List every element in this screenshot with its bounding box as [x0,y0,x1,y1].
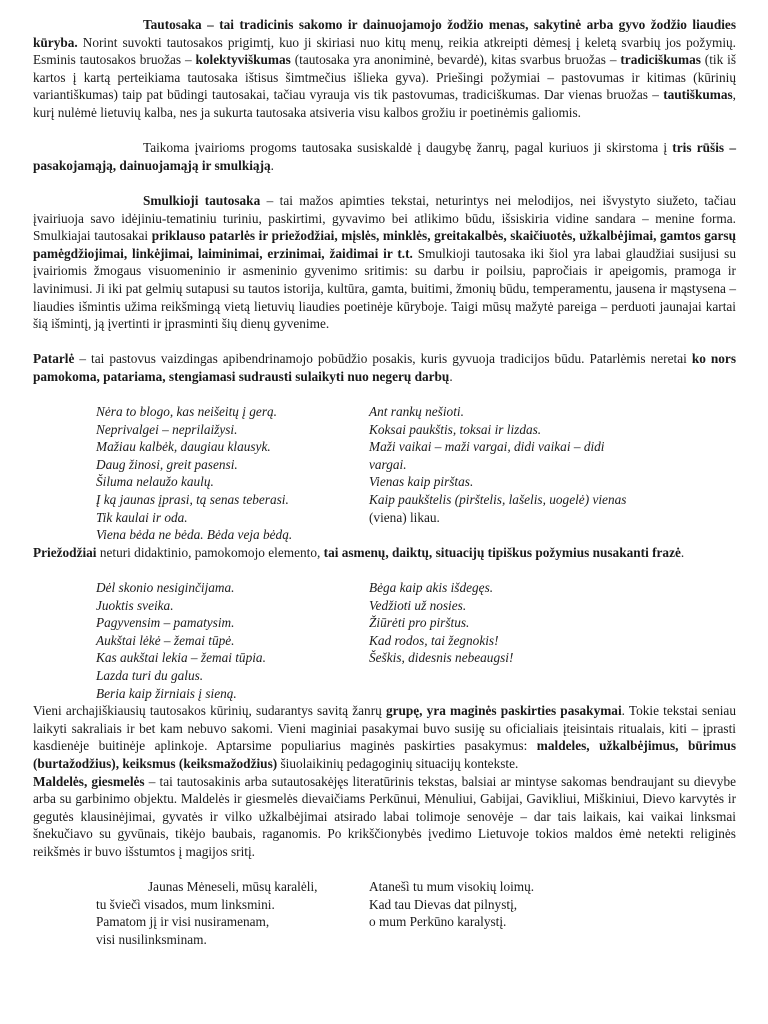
term-bold: priklauso patarlės ir priežodžiai, mįslės, minklės, greitakalbės, skaičiuotės, užkalbėjimai, gamtos garsų pamėgdžiojimai, linkėjimai, laiminimai, erzinimai, žaidimai ir t.t. [33,228,736,261]
proverb-item: Mažiau kalbėk, daugiau klausyk. [96,439,271,455]
prayer-paragraph [33,773,736,861]
text-run: . [270,157,274,173]
proverb-item: Daug žinosi, greit pasensi. [96,456,238,472]
term-bold: grupę, yra maginės paskirties pasakymai [385,703,622,719]
text-run: Vieni archajiškiausių tautosakos kūrinių, sudarantys savitą žanrų [33,703,386,719]
proverb-item: Vienas kaip pirštas. [369,474,474,490]
proverb-list-right [369,403,639,544]
saying-item: Lazda turi du galus. [96,667,204,683]
genres-paragraph [33,139,736,174]
intro-paragraph [33,16,736,122]
text-run: . Tokie tekstai seniau laikyti sakraliais ir bet kam nebuvo sakomi. Vieni maginiai pasakymai buvo susiję su oficialiais įteisintais ritualais, kiti – įprasti kasdienėje buitinėje aplinkoje. Aptarsime populiarius maginės paskirties pasakymus: [33,703,736,754]
text-run: neturi didaktinio, pamokomojo elemento, [96,544,324,560]
proverb-item: Koksai paukštis, toksai ir lizdas. [369,421,542,437]
text-run: šiuolaikinių pedagoginių situacijų kontekste. [277,755,519,771]
term-bold: kolektyviškumas [195,52,291,68]
poem-line: Jaunas Mėneseli, mūsų karalėli, [148,879,318,895]
poem-line: tu šviečì visados, mum linksmini. [96,896,275,912]
poem-line: o mum Perkūno karalystį. [369,914,507,930]
proverb-item: Į ką jaunas įprasi, tą senas teberasi. [96,492,289,508]
proverb-item [369,491,639,526]
poem-left [33,878,369,948]
text-run: Norint suvokti tautosakos prigimtį, kuo ji skiriasi nuo kitų menų, reikia atkreipti dėmesį į keletą svarbių jos požymių. Esminis tautosakos bruožas – [33,34,736,68]
term-bold: tautiškumas [663,87,733,103]
small-folklore-paragraph [33,192,736,333]
saying-item: Vedžioti už nosies. [369,597,467,613]
saying-item: Bėga kaip akis išdegęs. [369,580,494,595]
proverb-columns [33,403,736,544]
poem-line: Atanešì tu mum visokių loimų. [369,879,535,895]
text-run: Kaip paukštelis (pirštelis, lašelis, uogelė) vienas [369,492,627,508]
definition-bold: Tautosaka – tai tradicinis sakomo ir dainuojamojo žodžio menas, sakytinė arba gyvo žodžio liaudies kūryba. [33,17,736,50]
term-bold: ko nors pamokoma, patariama, stengiamasi sudrausti sulaikyti nuo negerų darbų [33,351,736,384]
saying-paragraph [33,544,736,562]
saying-item: Žiūrėti pro pirštus. [369,615,470,631]
text-run: (viena) likau. [369,509,440,525]
saying-list-right [369,579,639,702]
text-run: , kurį nulėmė lietuvių kalba, nes ja sukurta tautosaka atsiveria visu kalbos grožiu ir poetinėmis galiomis. [33,87,736,120]
poem-line: visi nusilinksminam. [96,931,207,947]
proverb-item: Ant rankų nešioti. [369,404,464,420]
saying-list-left [33,579,369,702]
poem-columns [33,878,736,948]
term-bold: Priežodžiai [33,544,97,560]
proverb-item: Šiluma nelaužo kaulų. [96,474,214,490]
text-run: – tai tautosakinis arba sutautosakėjęs literatūrinis tekstas, balsiai ar mintyse sakomas bendraujant su dievybe arba su garbinimo objektu. Maldelės ir giesmelės dievaičiams Perkūnui, Mėnuliui, Gabijai, Gavikliui, Miškiniui, Dievo karvytės ir gegutės klausinėjimai, gyvatės ir vilko užkalbėjimai atsirado labai tolimoje senovėje – dar tais laikais, kai vaikai linksmai šnekučiavo su gyvūnais, tikėjo baubais, raganomis. Po krikščionybės įvedimo Lietuvoje tokios maldos ėmė netekti religinės reikšmės ir buvo išstumtos į magijos sritį. [33,773,736,859]
proverb-item: Tik kaulai ir oda. [96,509,188,525]
saying-item: Beria kaip žirniais į sieną. [96,685,237,701]
poem-right [369,878,639,948]
saying-item: Kad rodos, tai žegnokis! [369,632,499,648]
magic-paragraph [33,702,736,772]
proverb-item: Maži vaikai – maži vargai, didi vaikai – didi vargai. [369,439,605,472]
term-bold: Smulkioji tautosaka [143,192,261,208]
term-bold: maldeles, užkalbėjimus, būrimus (burtažodžius), keiksmus (keiksmažodžius) [33,738,736,771]
text-run: . [680,544,685,560]
term-bold: tai asmenų, daiktų, situacijų tipiškus požymius nusakanti frazė [323,544,681,560]
saying-item: Pagyvensim – pamatysim. [96,615,235,631]
poem-line: Kad tau Dievas dat pilnystį, [369,896,518,912]
term-bold: tradiciškumas [620,52,701,68]
term-bold: tris rūšis – pasakojamąją, dainuojamąją ir smulkiąją [33,140,736,173]
text-run: Smulkioji tautosaka iki šiol yra labai glaudžiai susijusi su įvairiomis žmogaus visuomeninio ir asmeninio gyvenimo sritimis: su darbu ir poilsiu, papročiais ir apeigomis, pramoga ir lavinimusi. Ji iki pat gelmių sutapusi su tautos istorija, kultūra, gamta, buitimi, žmonių būdu, temperamentu, jausena ir mąstysena – liaudies išmintis užima reikšmingą vietą lietuvių liaudies poetinėje kūryboje. Taigi mūsų mažytė pareiga – perduoti jaunajai kartai šią išmintį, ją įvertinti ir įprasminti šių dienų gyvenime. [33,245,736,332]
proverb-paragraph [33,350,736,385]
saying-item: Aukštai lėkė – žemai tūpė. [96,632,235,648]
text-run: – tai pastovus vaizdingas apibendrinamojo pobūdžio posakis, kuris gyvuoja tradicijos būdu. Patarlėmis neretai [74,351,692,367]
proverb-item: Neprivalgei – neprilaižysi. [96,421,238,437]
text-run: (tautosaka yra anoniminė, bevardė), kitas svarbus bruožas – [290,52,621,68]
term-bold: Maldelės, giesmelės [33,773,145,789]
text-run: (tik iš kartos į kartą perteikiama tautosaka ištisus šimtmečius išlieka gyva). Priešingi požymiai – pastovumas ir kitimas (kūrinių variantiškumas) taip pat būdingi tautosakai, tačiau vyrauja vis tik pastovumas, tradiciškumas. Dar vienas bruožas – [33,52,736,103]
term-bold: Patarlė [33,351,75,367]
poem-line: Pamatom jį ir visi nusiramenam, [96,914,270,930]
saying-item: Kas aukštai lekia – žemai tūpia. [96,650,266,666]
proverb-item: Nėra to blogo, kas neišeitų į gerą. [96,404,277,420]
proverb-item: Viena bėda ne bėda. Bėda veja bėdą. [96,527,293,543]
text-run: Taikoma įvairioms progoms tautosaka susiskaldė į daugybę žanrų, pagal kuriuos ji skirstoma į [143,140,673,156]
proverb-list-left [33,403,369,544]
text-run: . [449,368,453,384]
text-run: – tai mažos apimties tekstai, neturintys nei melodijos, nei išvystyto siužeto, tačiau įvairiuoja savo idėjiniu-tematiniu turiniu, paskirtimi, gyvavimo bei atlikimo būdu, išsiskiria vidine sandara – menine forma. Smulkiajai tautosakai [33,192,736,244]
saying-item: Dėl skonio nesiginčijama. [96,580,235,595]
saying-item: Juoktis sveika. [96,597,174,613]
saying-item: Šeškis, didesnis nebeaugsi! [369,650,514,666]
saying-columns [33,579,736,702]
